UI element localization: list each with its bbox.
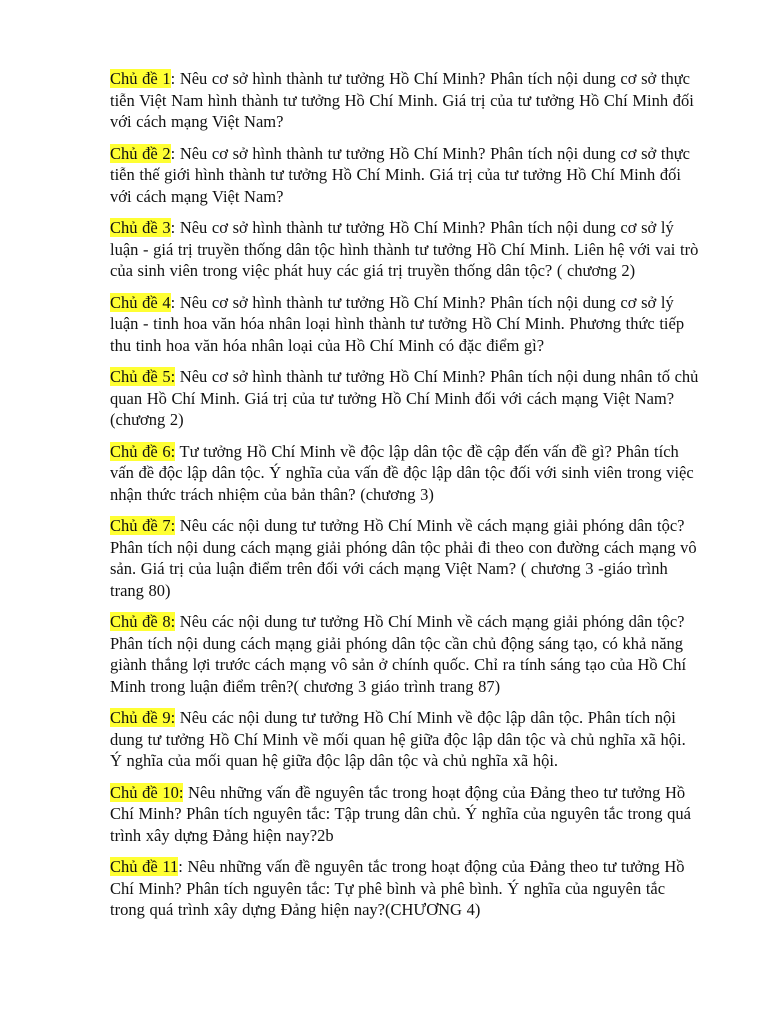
topic-paragraph — [110, 441, 700, 506]
topic-label-highlight: Chủ đề 6: — [110, 441, 176, 461]
topic-label-highlight: Chủ đề 2 — [110, 143, 171, 163]
document-body — [110, 68, 700, 931]
topic-paragraph — [110, 292, 700, 357]
topic-paragraph — [110, 707, 700, 772]
topic-text: Nêu cơ sở hình thành tư tưởng Hồ Chí Minh? Phân tích nội dung nhân tố chủ quan Hồ Chí Minh. Giá trị của tư tưởng Hồ Chí Minh đối với cách mạng Việt Nam? (chương 2) — [110, 367, 699, 429]
topic-label-separator: : — [170, 143, 176, 163]
topic-text: Nêu các nội dung tư tưởng Hồ Chí Minh về độc lập dân tộc. Phân tích nội dung tư tưởng Hồ Chí Minh về mối quan hệ giữa độc lập dân tộc và chủ nghĩa xã hội. Ý nghĩa của mối quan hệ giữa độc lập dân tộc và chủ nghĩa xã hội. — [110, 708, 686, 770]
topic-text: Nêu các nội dung tư tưởng Hồ Chí Minh về cách mạng giải phóng dân tộc? Phân tích nội dung cách mạng giải phóng dân tộc phải đi theo con đường cách mạng vô sản. Giá trị của luận điểm trên đối với cách mạng Việt Nam? ( chương 3 -giáo trình trang 80) — [110, 516, 697, 600]
topic-label-highlight: Chủ đề 7: — [110, 516, 176, 535]
topic-paragraph — [110, 782, 700, 847]
topic-label-highlight: Chủ đề 10: — [110, 782, 184, 802]
topic-paragraph — [110, 217, 700, 282]
topic-label-separator: : — [170, 69, 176, 88]
topic-label-highlight: Chủ đề 1 — [110, 69, 171, 88]
topic-paragraph — [110, 856, 700, 921]
topic-label-highlight: Chủ đề 3 — [110, 218, 171, 237]
topic-label-highlight: Chủ đề 8: — [110, 612, 176, 631]
topic-label-highlight: Chủ đề 9: — [110, 708, 176, 727]
topic-text: Nêu các nội dung tư tưởng Hồ Chí Minh về cách mạng giải phóng dân tộc? Phân tích nội dung cách mạng giải phóng dân tộc cần chủ động sáng tạo, có khả năng giành thắng lợi trước cách mạng vô sản ở chính quốc. Chỉ ra tính sáng tạo của Hồ Chí Minh trong luận điểm trên?( chương 3 giáo trình trang 87) — [110, 612, 687, 696]
topic-text: Nêu những vấn đề nguyên tắc trong hoạt động của Đảng theo tư tưởng Hồ Chí Minh? Phân tích nguyên tắc: Tập trung dân chủ. Ý nghĩa của nguyên tắc trong quá trình xây dựng Đảng hiện nay?2b — [110, 782, 691, 845]
topic-paragraph — [110, 143, 700, 208]
topic-text: Nêu những vấn đề nguyên tắc trong hoạt động của Đảng theo tư tưởng Hồ Chí Minh? Phân tích nguyên tắc: Tự phê bình và phê bình. Ý nghĩa của nguyên tắc trong quá trình xây dựng Đảng hiện nay?(CHƯƠNG 4) — [110, 857, 685, 919]
topic-paragraph — [110, 366, 700, 431]
topic-label-separator: : — [178, 857, 183, 876]
topic-text: Nêu cơ sở hình thành tư tưởng Hồ Chí Minh? Phân tích nội dung cơ sở lý luận - giá trị truyền thống dân tộc hình thành tư tưởng Hồ Chí Minh. Liên hệ với vai trò của sinh viên trong việc phát huy các giá trị truyền thống dân tộc? ( chương 2) — [110, 218, 699, 280]
topic-paragraph — [110, 68, 700, 133]
topic-label-highlight: Chủ đề 5: — [110, 367, 176, 386]
topic-text: Nêu cơ sở hình thành tư tưởng Hồ Chí Minh? Phân tích nội dung cơ sở thực tiễn Việt Nam hình thành tư tưởng Hồ Chí Minh. Giá trị của tư tưởng Hồ Chí Minh đối với cách mạng Việt Nam? — [110, 69, 694, 131]
topic-label-separator: : — [170, 218, 176, 237]
topic-paragraph — [110, 515, 700, 601]
topic-paragraph — [110, 611, 700, 697]
topic-label-highlight: Chủ đề 4 — [110, 292, 171, 312]
topic-text: Nêu cơ sở hình thành tư tưởng Hồ Chí Minh? Phân tích nội dung cơ sở thực tiễn thế giới hình thành tư tưởng Hồ Chí Minh. Giá trị của tư tưởng Hồ Chí Minh đối với cách mạng Việt Nam? — [110, 143, 690, 206]
topic-label-highlight: Chủ đề 11 — [110, 857, 179, 876]
topic-text: Nêu cơ sở hình thành tư tưởng Hồ Chí Minh? Phân tích nội dung cơ sở lý luận - tinh hoa văn hóa nhân loại hình thành tư tưởng Hồ Chí Minh. Phương thức tiếp thu tinh hoa văn hóa nhân loại của Hồ Chí Minh có đặc điểm gì? — [110, 292, 685, 355]
topic-label-separator: : — [170, 292, 176, 312]
topic-text: Tư tưởng Hồ Chí Minh về độc lập dân tộc đề cập đến vấn đề gì? Phân tích vấn đề độc lập dân tộc. Ý nghĩa của vấn đề độc lập dân tộc đối với sinh viên trong việc nhận thức trách nhiệm của bản thân? (chương 3) — [110, 441, 694, 504]
